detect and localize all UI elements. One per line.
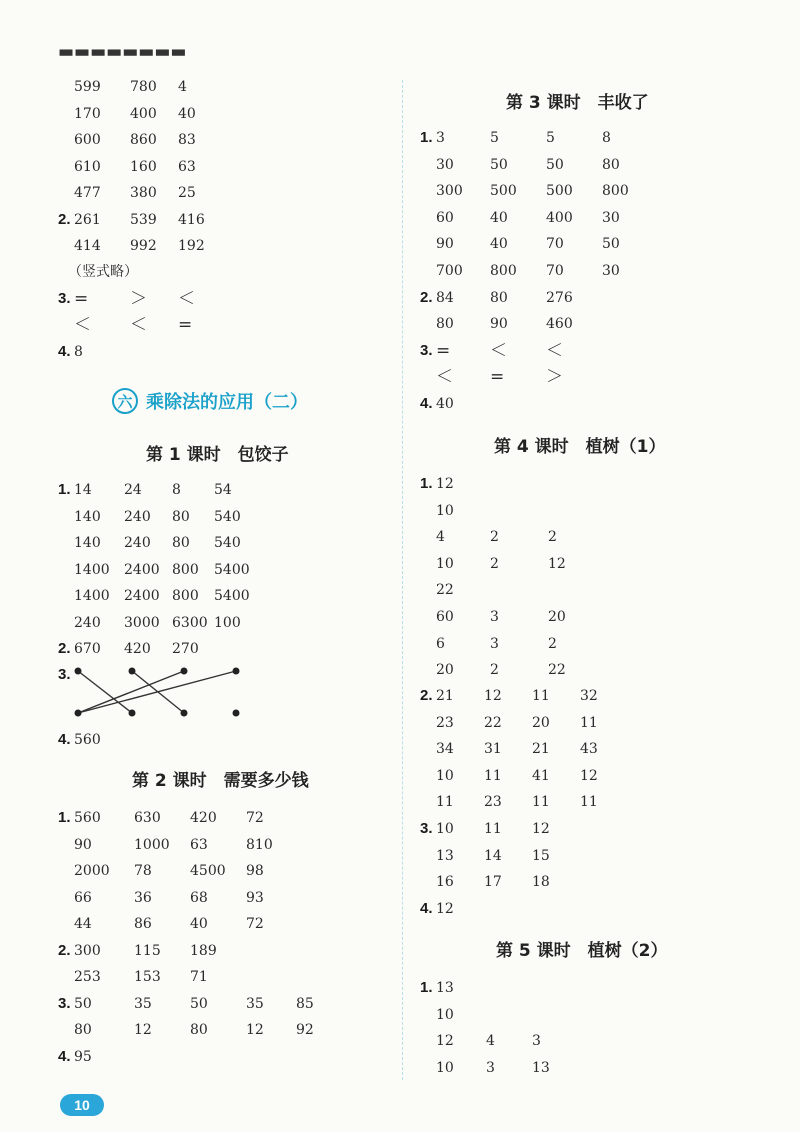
answer-cell: 500 — [490, 183, 517, 200]
answer-cell: 4 — [178, 79, 187, 95]
question-number: 4. — [58, 1048, 71, 1065]
answer-cell: 6 — [436, 635, 445, 652]
answer-cell: 599 — [74, 79, 101, 95]
answer-cell: 83 — [178, 132, 196, 149]
answer-cell: 12 — [134, 1022, 152, 1038]
answer-cell: 20 — [532, 714, 550, 731]
answer-cell: 10 — [436, 555, 454, 572]
answer-cell: 30 — [602, 263, 620, 279]
answer-cell: 40 — [190, 916, 208, 933]
answer-cell: 63 — [178, 158, 196, 175]
answer-cell: 140 — [74, 535, 101, 552]
answer-cell: 2 — [490, 555, 499, 572]
answer-cell: ＜ — [74, 315, 91, 335]
answer-cell: 25 — [178, 185, 196, 202]
answer-cell: 414 — [74, 238, 101, 254]
answer-cell: 8 — [172, 482, 181, 498]
answer-cell: 2 — [490, 529, 499, 546]
question-number: 3. — [420, 820, 433, 837]
answer-cell: 10 — [436, 1006, 454, 1023]
answer-cell: 10 — [436, 1059, 454, 1076]
answer-cell: 80 — [602, 156, 620, 173]
answer-cell: = — [436, 341, 451, 361]
answer-cell: 240 — [74, 615, 101, 631]
answer-cell: 12 — [246, 1022, 264, 1038]
answer-cell: 23 — [484, 794, 502, 811]
answer-cell: ＜ — [436, 367, 453, 387]
answer-cell: 240 — [124, 508, 151, 525]
answer-cell: 253 — [74, 969, 101, 985]
answer-cell: 2400 — [124, 588, 160, 605]
answer-cell: 22 — [436, 582, 454, 599]
answer-cell: 5400 — [214, 561, 250, 578]
answer-cell: 5400 — [214, 588, 250, 605]
answer-cell: 800 — [172, 561, 199, 578]
answer-cell: 800 — [602, 183, 629, 200]
answer-cell: 11 — [532, 688, 550, 704]
answer-cell: ＜ — [546, 341, 563, 361]
answer-cell: 460 — [546, 316, 573, 332]
unit-badge: 六 — [112, 388, 138, 414]
answer-cell: 12 — [484, 688, 502, 704]
answer-cell: ＜ — [178, 289, 195, 309]
answer-cell: 15 — [532, 847, 550, 864]
answer-cell: 70 — [546, 236, 564, 253]
answer-cell: 80 — [74, 1022, 92, 1038]
question-number: 1. — [58, 809, 71, 826]
answer-cell: 22 — [548, 662, 566, 679]
answer-cell: 4500 — [190, 863, 226, 880]
answer-cell: 10 — [436, 821, 454, 837]
answer-cell: 100 — [214, 615, 241, 631]
lesson-title: 第 5 课时 植树（2） — [496, 941, 668, 961]
answer-cell: 500 — [546, 183, 573, 200]
question-number: 3. — [58, 666, 71, 683]
answer-cell: 5 — [490, 130, 499, 146]
answer-cell: 50 — [602, 236, 620, 253]
answer-cell: 86 — [134, 916, 152, 933]
answer-cell: 11 — [532, 794, 550, 811]
answer-cell: 12 — [532, 821, 550, 837]
answer-cell: 90 — [436, 236, 454, 253]
answer-cell: 22 — [484, 714, 502, 731]
match-dot — [75, 668, 82, 675]
answer-cell: 300 — [74, 943, 101, 959]
answer-cell: 36 — [134, 889, 152, 906]
answer-cell: 60 — [436, 209, 454, 226]
answer-cell: 80 — [172, 535, 190, 552]
answer-cell: 40 — [178, 105, 196, 122]
answer-cell: 95 — [74, 1049, 92, 1065]
question-number: 1. — [58, 481, 71, 498]
answer-cell: 43 — [580, 741, 598, 758]
answer-cell: 18 — [532, 874, 550, 891]
answer-cell: = — [490, 367, 505, 387]
answer-cell: 6300 — [172, 615, 208, 631]
answer-cell: 560 — [74, 732, 101, 748]
note-text: （竖式略） — [68, 264, 138, 280]
answer-cell: 189 — [190, 943, 217, 959]
answer-cell: 11 — [484, 767, 502, 784]
answer-cell: 11 — [484, 821, 502, 837]
answer-cell: 80 — [490, 290, 508, 306]
answer-cell: 8 — [74, 344, 83, 360]
answer-cell: 80 — [172, 508, 190, 525]
answer-cell: 16 — [436, 874, 454, 891]
lesson-title: 第 2 课时 需要多少钱 — [132, 771, 309, 791]
question-number: 3. — [58, 290, 71, 307]
answer-cell: 30 — [602, 209, 620, 226]
answer-cell: 90 — [74, 836, 92, 853]
question-number: 1. — [420, 979, 433, 996]
answer-cell: ＞ — [130, 289, 147, 309]
answer-cell: 416 — [178, 212, 205, 228]
question-number: 4. — [420, 395, 433, 412]
answer-cell: 14 — [484, 847, 502, 864]
answer-cell: 420 — [190, 810, 217, 826]
match-dot — [75, 710, 82, 717]
answer-cell: 115 — [134, 943, 161, 959]
answer-cell: 860 — [130, 132, 157, 149]
answer-cell: 72 — [246, 810, 264, 826]
answer-cell: 44 — [74, 916, 92, 933]
answer-cell: 34 — [436, 741, 454, 758]
answer-cell: 160 — [130, 158, 157, 175]
match-line — [78, 671, 132, 713]
answer-cell: 800 — [490, 263, 517, 279]
question-number: 3. — [420, 342, 433, 359]
answer-cell: ＜ — [490, 341, 507, 361]
answer-cell: 780 — [130, 79, 157, 95]
answer-cell: 14 — [74, 482, 92, 498]
answer-cell: 4 — [486, 1033, 495, 1050]
match-dot — [129, 668, 136, 675]
unit-title-text: 乘除法的应用（二） — [146, 392, 308, 413]
answer-cell: 50 — [74, 996, 92, 1012]
match-dot — [181, 668, 188, 675]
answer-cell: 3 — [486, 1059, 495, 1076]
match-dot — [181, 710, 188, 717]
answer-cell: 17 — [484, 874, 502, 891]
question-number: 2. — [58, 942, 71, 959]
answer-cell: 800 — [172, 588, 199, 605]
question-number: 2. — [420, 289, 433, 306]
cropped-heading: ▬▬▬▬▬▬▬▬ — [58, 42, 187, 60]
column-divider — [402, 80, 403, 1080]
answer-cell: 71 — [190, 969, 208, 985]
answer-cell: 21 — [436, 688, 454, 704]
question-number: 3. — [58, 995, 71, 1012]
answer-cell: 63 — [190, 836, 208, 853]
answer-cell: 2 — [548, 635, 557, 652]
answer-cell: 810 — [246, 836, 273, 853]
answer-cell: 13 — [436, 980, 454, 996]
question-number: 1. — [420, 129, 433, 146]
answer-cell: 261 — [74, 212, 101, 228]
answer-cell: 66 — [74, 889, 92, 906]
answer-cell: 60 — [436, 609, 454, 625]
answer-cell: 992 — [130, 238, 157, 254]
lesson-title: 第 3 课时 丰收了 — [506, 93, 649, 113]
answer-cell: 400 — [546, 209, 573, 226]
question-number: 1. — [420, 475, 433, 492]
answer-cell: 270 — [172, 641, 199, 657]
answer-cell: 539 — [130, 212, 157, 228]
answer-cell: 240 — [124, 535, 151, 552]
answer-cell: 40 — [490, 236, 508, 253]
answer-cell: 12 — [548, 555, 566, 572]
matching-lines-figure — [70, 665, 250, 721]
answer-cell: 5 — [546, 130, 555, 146]
match-dot — [233, 710, 240, 717]
answer-cell: 31 — [484, 741, 502, 758]
answer-cell: 35 — [134, 996, 152, 1012]
answer-cell: ＜ — [130, 315, 147, 335]
question-number: 2. — [58, 211, 71, 228]
answer-cell: 2 — [490, 662, 499, 679]
answer-cell: 21 — [532, 741, 550, 758]
answer-cell: 153 — [134, 969, 161, 985]
lesson-title: 第 4 课时 植树（1） — [494, 437, 666, 457]
unit-title — [112, 388, 308, 414]
answer-cell: 3000 — [124, 615, 160, 631]
answer-cell: 11 — [436, 794, 454, 811]
answer-cell: 2400 — [124, 561, 160, 578]
question-number: 4. — [58, 343, 71, 360]
answer-cell: 13 — [436, 847, 454, 864]
answer-cell: 30 — [436, 156, 454, 173]
answer-cell: 41 — [532, 767, 550, 784]
answer-cell: 3 — [436, 130, 445, 146]
match-line — [78, 671, 184, 713]
answer-cell: = — [178, 315, 193, 335]
answer-cell: 68 — [190, 889, 208, 906]
question-number: 4. — [58, 731, 71, 748]
match-dot — [129, 710, 136, 717]
answer-cell: 40 — [436, 396, 454, 412]
answer-cell: 11 — [580, 714, 598, 731]
answer-cell: 35 — [246, 996, 264, 1012]
answer-cell: 92 — [296, 1022, 314, 1038]
answer-cell: 23 — [436, 714, 454, 731]
answer-cell: 192 — [178, 238, 205, 254]
answer-cell: 80 — [436, 316, 454, 332]
answer-cell: 12 — [436, 1033, 454, 1050]
answer-cell: 80 — [190, 1022, 208, 1038]
answer-cell: 700 — [436, 263, 463, 279]
answer-cell: 24 — [124, 482, 142, 498]
answer-cell: 2000 — [74, 863, 110, 880]
match-dot — [233, 668, 240, 675]
answer-cell: 50 — [490, 156, 508, 173]
answer-cell: 12 — [580, 767, 598, 784]
answer-cell: 2 — [548, 529, 557, 546]
answer-cell: 12 — [436, 901, 454, 917]
answer-cell: 84 — [436, 290, 454, 306]
answer-cell: 13 — [532, 1059, 550, 1076]
answer-cell: 50 — [190, 996, 208, 1012]
answer-cell: 32 — [580, 688, 598, 704]
answer-cell: 78 — [134, 863, 152, 880]
answer-cell: 20 — [436, 662, 454, 679]
answer-cell: 4 — [436, 529, 445, 546]
answer-cell: = — [74, 289, 89, 309]
answer-cell: 380 — [130, 185, 157, 202]
lesson-title: 第 1 课时 包饺子 — [146, 445, 289, 465]
answer-cell: 10 — [436, 502, 454, 519]
answer-cell: 1400 — [74, 588, 110, 605]
answer-cell: 630 — [134, 810, 161, 826]
answer-cell: 540 — [214, 535, 241, 552]
answer-cell: 3 — [490, 635, 499, 652]
answer-cell: 140 — [74, 508, 101, 525]
answer-cell: 670 — [74, 641, 101, 657]
answer-cell: 600 — [74, 132, 101, 149]
answer-cell: 98 — [246, 863, 264, 880]
answer-cell: 300 — [436, 183, 463, 200]
answer-cell: 3 — [490, 609, 499, 625]
page-number: 10 — [60, 1094, 104, 1116]
answer-cell: 276 — [546, 290, 573, 306]
answer-cell: 20 — [548, 609, 566, 625]
answer-cell: 10 — [436, 767, 454, 784]
answer-cell: 90 — [490, 316, 508, 332]
answer-cell: 8 — [602, 130, 611, 146]
answer-cell: 1400 — [74, 561, 110, 578]
answer-cell: 40 — [490, 209, 508, 226]
question-number: 2. — [58, 640, 71, 657]
answer-cell: 420 — [124, 641, 151, 657]
question-number: 4. — [420, 900, 433, 917]
answer-cell: 3 — [532, 1033, 541, 1050]
answer-cell: 72 — [246, 916, 264, 933]
answer-cell: 477 — [74, 185, 101, 202]
answer-cell: 12 — [436, 476, 454, 492]
answer-cell: 11 — [580, 794, 598, 811]
answer-cell: ＞ — [546, 367, 563, 387]
answer-cell: 93 — [246, 889, 264, 906]
answer-cell: 70 — [546, 263, 564, 279]
answer-cell: 50 — [546, 156, 564, 173]
match-line — [78, 671, 236, 713]
answer-cell: 540 — [214, 508, 241, 525]
answer-cell: 560 — [74, 810, 101, 826]
answer-cell: 54 — [214, 482, 232, 498]
answer-cell: 85 — [296, 996, 314, 1012]
answer-cell: 610 — [74, 158, 101, 175]
answer-cell: 400 — [130, 105, 157, 122]
question-number: 2. — [420, 687, 433, 704]
answer-cell: 170 — [74, 105, 101, 122]
answer-cell: 1000 — [134, 836, 170, 853]
